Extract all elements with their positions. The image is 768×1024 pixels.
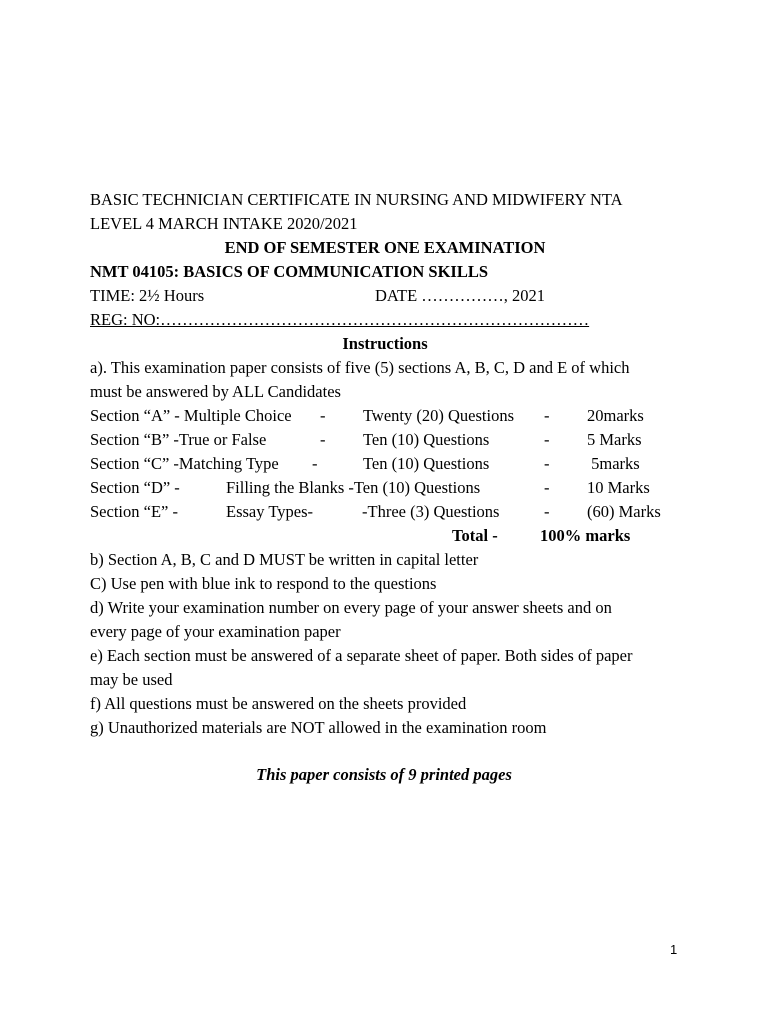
certificate-title-line-1: BASIC TECHNICIAN CERTIFICATE IN NURSING AND MIDWIFERY NTA xyxy=(90,190,623,209)
total-label: Total - xyxy=(452,526,498,545)
section-row xyxy=(90,428,680,452)
section-dash: - xyxy=(544,454,550,473)
instruction-g: g) Unauthorized materials are NOT allowed in the examination room xyxy=(90,718,547,737)
instruction-c: C) Use pen with blue ink to respond to the questions xyxy=(90,574,437,593)
section-questions: Twenty (20) Questions xyxy=(363,406,514,425)
certificate-title-line-2: LEVEL 4 MARCH INTAKE 2020/2021 xyxy=(90,214,358,233)
section-row xyxy=(90,452,680,476)
section-dash: - xyxy=(320,430,326,449)
total-value: 100% marks xyxy=(540,526,631,545)
section-row xyxy=(90,500,680,524)
section-marks: 20marks xyxy=(587,406,644,425)
instruction-b: b) Section A, B, C and D MUST be written in capital letter xyxy=(90,550,479,569)
instruction-a-line-1: a). This examination paper consists of five (5) sections A, B, C, D and E of which xyxy=(90,358,630,377)
section-marks: (60) Marks xyxy=(587,502,661,521)
instruction-e-line-1: e) Each section must be answered of a separate sheet of paper. Both sides of paper xyxy=(90,646,633,665)
document-body xyxy=(90,188,680,740)
section-name: Section “A” - Multiple Choice xyxy=(90,406,292,425)
exam-time: TIME: 2½ Hours xyxy=(90,286,205,305)
section-dash: - xyxy=(544,502,550,521)
section-name: Section “D” - xyxy=(90,478,180,497)
section-marks: 5marks xyxy=(587,454,640,473)
section-row xyxy=(90,476,680,500)
exam-date: DATE ……………, 2021 xyxy=(375,286,546,305)
section-name: Section “B” -True or False xyxy=(90,430,267,449)
section-dash: - xyxy=(544,478,550,497)
time-date-row xyxy=(90,284,680,308)
page-number: 1 xyxy=(670,942,678,957)
section-questions: Ten (10) Questions xyxy=(363,454,490,473)
course-title: NMT 04105: BASICS OF COMMUNICATION SKILLS xyxy=(90,262,489,281)
section-dash: - xyxy=(312,454,318,473)
section-type: Essay Types- xyxy=(226,502,313,521)
printed-pages-note: This paper consists of 9 printed pages xyxy=(256,765,512,784)
section-questions: -Three (3) Questions xyxy=(362,502,500,521)
section-row xyxy=(90,404,680,428)
instruction-d-line-1: d) Write your examination number on every page of your answer sheets and on xyxy=(90,598,612,617)
section-dash: - xyxy=(544,430,550,449)
section-dash: - xyxy=(320,406,326,425)
section-name: Section “E” - xyxy=(90,502,178,521)
section-marks: 10 Marks xyxy=(587,478,650,497)
exam-title: END OF SEMESTER ONE EXAMINATION xyxy=(224,238,546,257)
total-row xyxy=(90,524,680,548)
registration-number-line: REG: NO:…………………………………………………………………… xyxy=(90,310,590,329)
section-dash: - xyxy=(544,406,550,425)
instruction-a-line-2: must be answered by ALL Candidates xyxy=(90,382,341,401)
section-name: Section “C” -Matching Type xyxy=(90,454,279,473)
instruction-f: f) All questions must be answered on the sheets provided xyxy=(90,694,467,713)
instructions-heading: Instructions xyxy=(342,334,428,353)
section-marks: 5 Marks xyxy=(587,430,642,449)
section-type: Filling the Blanks -Ten (10) Questions xyxy=(226,478,481,497)
section-questions: Ten (10) Questions xyxy=(363,430,490,449)
instruction-d-line-2: every page of your examination paper xyxy=(90,622,341,641)
instruction-e-line-2: may be used xyxy=(90,670,173,689)
